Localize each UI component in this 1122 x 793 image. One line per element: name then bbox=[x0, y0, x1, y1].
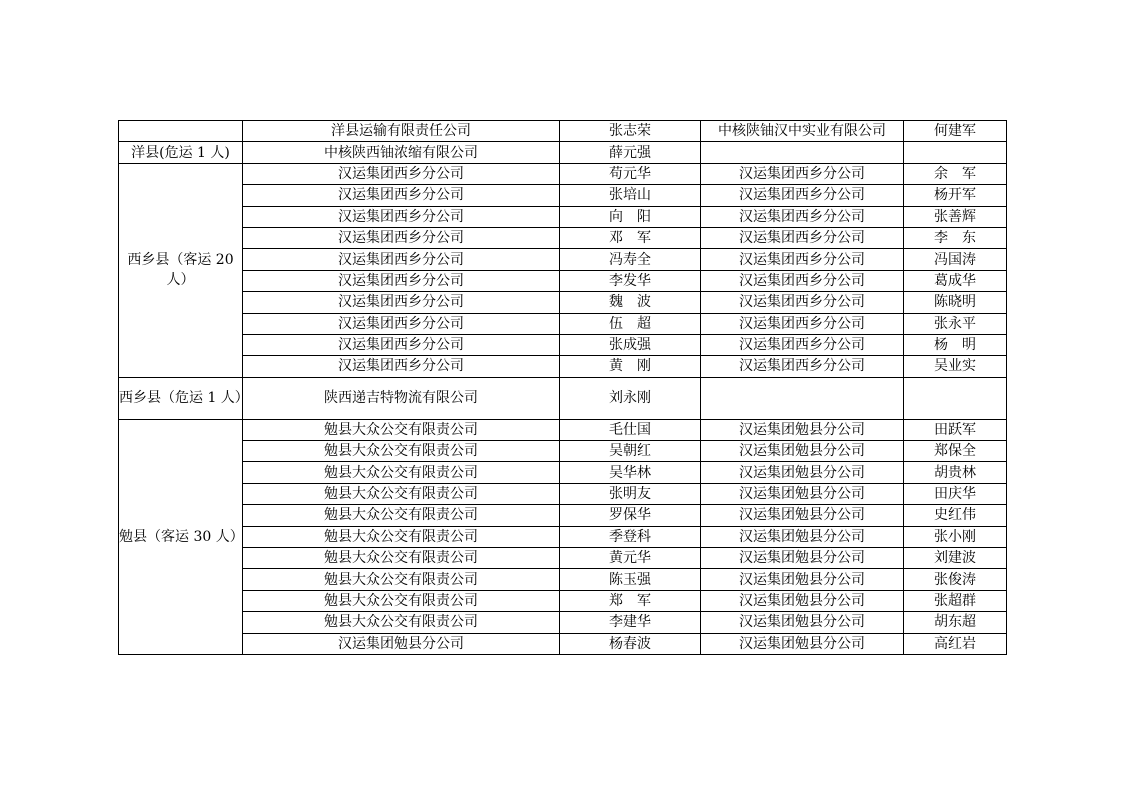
table-row bbox=[119, 334, 1007, 355]
driver-cell: 陈玉强 bbox=[560, 569, 701, 590]
partner-driver-cell: 田跃军 bbox=[904, 419, 1007, 440]
driver-cell: 毛仕国 bbox=[560, 419, 701, 440]
partner-driver-cell: 郑保全 bbox=[904, 441, 1007, 462]
driver-cell: 黄元华 bbox=[560, 548, 701, 569]
driver-cell: 黄 刚 bbox=[560, 356, 701, 377]
partner-company-cell: 汉运集团勉县分公司 bbox=[701, 419, 904, 440]
driver-cell: 李发华 bbox=[560, 270, 701, 291]
partner-driver-cell: 张善辉 bbox=[904, 206, 1007, 227]
region-cell: 洋县(危运 1 人) bbox=[119, 142, 243, 163]
company-cell: 汉运集团西乡分公司 bbox=[243, 270, 560, 291]
partner-driver-cell: 陈晓明 bbox=[904, 292, 1007, 313]
partner-driver-cell: 张小刚 bbox=[904, 526, 1007, 547]
company-cell: 汉运集团西乡分公司 bbox=[243, 313, 560, 334]
partner-company-cell: 汉运集团勉县分公司 bbox=[701, 569, 904, 590]
partner-company-cell: 汉运集团勉县分公司 bbox=[701, 441, 904, 462]
driver-cell: 向 阳 bbox=[560, 206, 701, 227]
driver-cell: 吴朝红 bbox=[560, 441, 701, 462]
driver-cell: 杨春波 bbox=[560, 633, 701, 654]
driver-cell: 张培山 bbox=[560, 185, 701, 206]
partner-company-cell bbox=[701, 377, 904, 419]
company-cell: 勉县大众公交有限责公司 bbox=[243, 526, 560, 547]
partner-driver-cell: 张永平 bbox=[904, 313, 1007, 334]
partner-company-cell: 汉运集团勉县分公司 bbox=[701, 483, 904, 504]
partner-driver-cell: 胡东超 bbox=[904, 612, 1007, 633]
company-cell: 勉县大众公交有限责公司 bbox=[243, 441, 560, 462]
driver-cell: 邓 军 bbox=[560, 227, 701, 248]
partner-company-cell: 汉运集团西乡分公司 bbox=[701, 356, 904, 377]
driver-cell: 季登科 bbox=[560, 526, 701, 547]
driver-cell: 吴华林 bbox=[560, 462, 701, 483]
company-cell: 汉运集团西乡分公司 bbox=[243, 185, 560, 206]
driver-cell: 李建华 bbox=[560, 612, 701, 633]
partner-driver-cell: 李 东 bbox=[904, 227, 1007, 248]
partner-company-cell: 汉运集团西乡分公司 bbox=[701, 334, 904, 355]
company-cell: 汉运集团西乡分公司 bbox=[243, 249, 560, 270]
partner-company-cell: 汉运集团西乡分公司 bbox=[701, 227, 904, 248]
company-cell: 勉县大众公交有限责公司 bbox=[243, 548, 560, 569]
driver-cell: 伍 超 bbox=[560, 313, 701, 334]
driver-cell: 冯寿全 bbox=[560, 249, 701, 270]
table-row bbox=[119, 292, 1007, 313]
driver-cell: 罗保华 bbox=[560, 505, 701, 526]
partner-company-cell: 汉运集团西乡分公司 bbox=[701, 313, 904, 334]
region-cell: 勉县（客运 30 人） bbox=[119, 419, 243, 654]
company-cell: 勉县大众公交有限责公司 bbox=[243, 612, 560, 633]
partner-company-cell: 汉运集团勉县分公司 bbox=[701, 505, 904, 526]
company-cell: 洋县运输有限责任公司 bbox=[243, 121, 560, 142]
partner-driver-cell: 何建军 bbox=[904, 121, 1007, 142]
table-row bbox=[119, 206, 1007, 227]
partner-driver-cell bbox=[904, 377, 1007, 419]
company-cell: 勉县大众公交有限责公司 bbox=[243, 505, 560, 526]
partner-company-cell: 中核陕铀汉中实业有限公司 bbox=[701, 121, 904, 142]
company-cell: 汉运集团西乡分公司 bbox=[243, 292, 560, 313]
partner-company-cell: 汉运集团西乡分公司 bbox=[701, 270, 904, 291]
table-row bbox=[119, 483, 1007, 504]
company-cell: 中核陕西铀浓缩有限公司 bbox=[243, 142, 560, 163]
table-row bbox=[119, 249, 1007, 270]
table-row bbox=[119, 356, 1007, 377]
personnel-table bbox=[118, 120, 1007, 655]
region-cell bbox=[119, 121, 243, 142]
partner-driver-cell: 高红岩 bbox=[904, 633, 1007, 654]
partner-company-cell: 汉运集团西乡分公司 bbox=[701, 249, 904, 270]
table-row bbox=[119, 612, 1007, 633]
partner-company-cell: 汉运集团西乡分公司 bbox=[701, 185, 904, 206]
partner-company-cell: 汉运集团勉县分公司 bbox=[701, 590, 904, 611]
partner-company-cell: 汉运集团西乡分公司 bbox=[701, 292, 904, 313]
company-cell: 汉运集团西乡分公司 bbox=[243, 227, 560, 248]
driver-cell: 薛元强 bbox=[560, 142, 701, 163]
company-cell: 陕西递吉特物流有限公司 bbox=[243, 377, 560, 419]
table-row bbox=[119, 185, 1007, 206]
partner-driver-cell: 冯国涛 bbox=[904, 249, 1007, 270]
partner-company-cell: 汉运集团勉县分公司 bbox=[701, 526, 904, 547]
partner-company-cell: 汉运集团勉县分公司 bbox=[701, 612, 904, 633]
company-cell: 勉县大众公交有限责公司 bbox=[243, 569, 560, 590]
company-cell: 汉运集团西乡分公司 bbox=[243, 356, 560, 377]
table-row bbox=[119, 505, 1007, 526]
driver-cell: 张志荣 bbox=[560, 121, 701, 142]
partner-company-cell bbox=[701, 142, 904, 163]
partner-driver-cell: 杨 明 bbox=[904, 334, 1007, 355]
table-row bbox=[119, 548, 1007, 569]
table-row bbox=[119, 590, 1007, 611]
table-row bbox=[119, 633, 1007, 654]
partner-company-cell: 汉运集团勉县分公司 bbox=[701, 462, 904, 483]
table-row bbox=[119, 163, 1007, 184]
driver-cell: 张成强 bbox=[560, 334, 701, 355]
driver-cell: 魏 波 bbox=[560, 292, 701, 313]
partner-company-cell: 汉运集团勉县分公司 bbox=[701, 633, 904, 654]
partner-driver-cell: 余 军 bbox=[904, 163, 1007, 184]
partner-driver-cell: 刘建波 bbox=[904, 548, 1007, 569]
region-cell: 西乡县（客运 20 人） bbox=[119, 163, 243, 377]
company-cell: 汉运集团西乡分公司 bbox=[243, 334, 560, 355]
partner-driver-cell: 胡贵林 bbox=[904, 462, 1007, 483]
driver-cell: 苟元华 bbox=[560, 163, 701, 184]
partner-driver-cell: 吴业实 bbox=[904, 356, 1007, 377]
company-cell: 汉运集团勉县分公司 bbox=[243, 633, 560, 654]
partner-driver-cell: 史红伟 bbox=[904, 505, 1007, 526]
table-row bbox=[119, 462, 1007, 483]
partner-driver-cell: 杨开军 bbox=[904, 185, 1007, 206]
table-row bbox=[119, 569, 1007, 590]
partner-driver-cell: 张俊涛 bbox=[904, 569, 1007, 590]
company-cell: 勉县大众公交有限责公司 bbox=[243, 462, 560, 483]
partner-company-cell: 汉运集团西乡分公司 bbox=[701, 206, 904, 227]
table-row bbox=[119, 441, 1007, 462]
company-cell: 勉县大众公交有限责公司 bbox=[243, 483, 560, 504]
partner-company-cell: 汉运集团勉县分公司 bbox=[701, 548, 904, 569]
company-cell: 勉县大众公交有限责公司 bbox=[243, 590, 560, 611]
partner-company-cell: 汉运集团西乡分公司 bbox=[701, 163, 904, 184]
partner-driver-cell: 田庆华 bbox=[904, 483, 1007, 504]
table-row bbox=[119, 142, 1007, 163]
driver-cell: 刘永刚 bbox=[560, 377, 701, 419]
table-row bbox=[119, 227, 1007, 248]
company-cell: 汉运集团西乡分公司 bbox=[243, 206, 560, 227]
table-row bbox=[119, 377, 1007, 419]
table-row bbox=[119, 526, 1007, 547]
partner-driver-cell bbox=[904, 142, 1007, 163]
partner-driver-cell: 张超群 bbox=[904, 590, 1007, 611]
driver-cell: 张明友 bbox=[560, 483, 701, 504]
company-cell: 汉运集团西乡分公司 bbox=[243, 163, 560, 184]
company-cell: 勉县大众公交有限责公司 bbox=[243, 419, 560, 440]
partner-driver-cell: 葛成华 bbox=[904, 270, 1007, 291]
table-body bbox=[119, 121, 1007, 655]
driver-cell: 郑 军 bbox=[560, 590, 701, 611]
table-row bbox=[119, 270, 1007, 291]
table-row bbox=[119, 313, 1007, 334]
table-row bbox=[119, 121, 1007, 142]
region-cell: 西乡县（危运 1 人） bbox=[119, 377, 243, 419]
table-row bbox=[119, 419, 1007, 440]
